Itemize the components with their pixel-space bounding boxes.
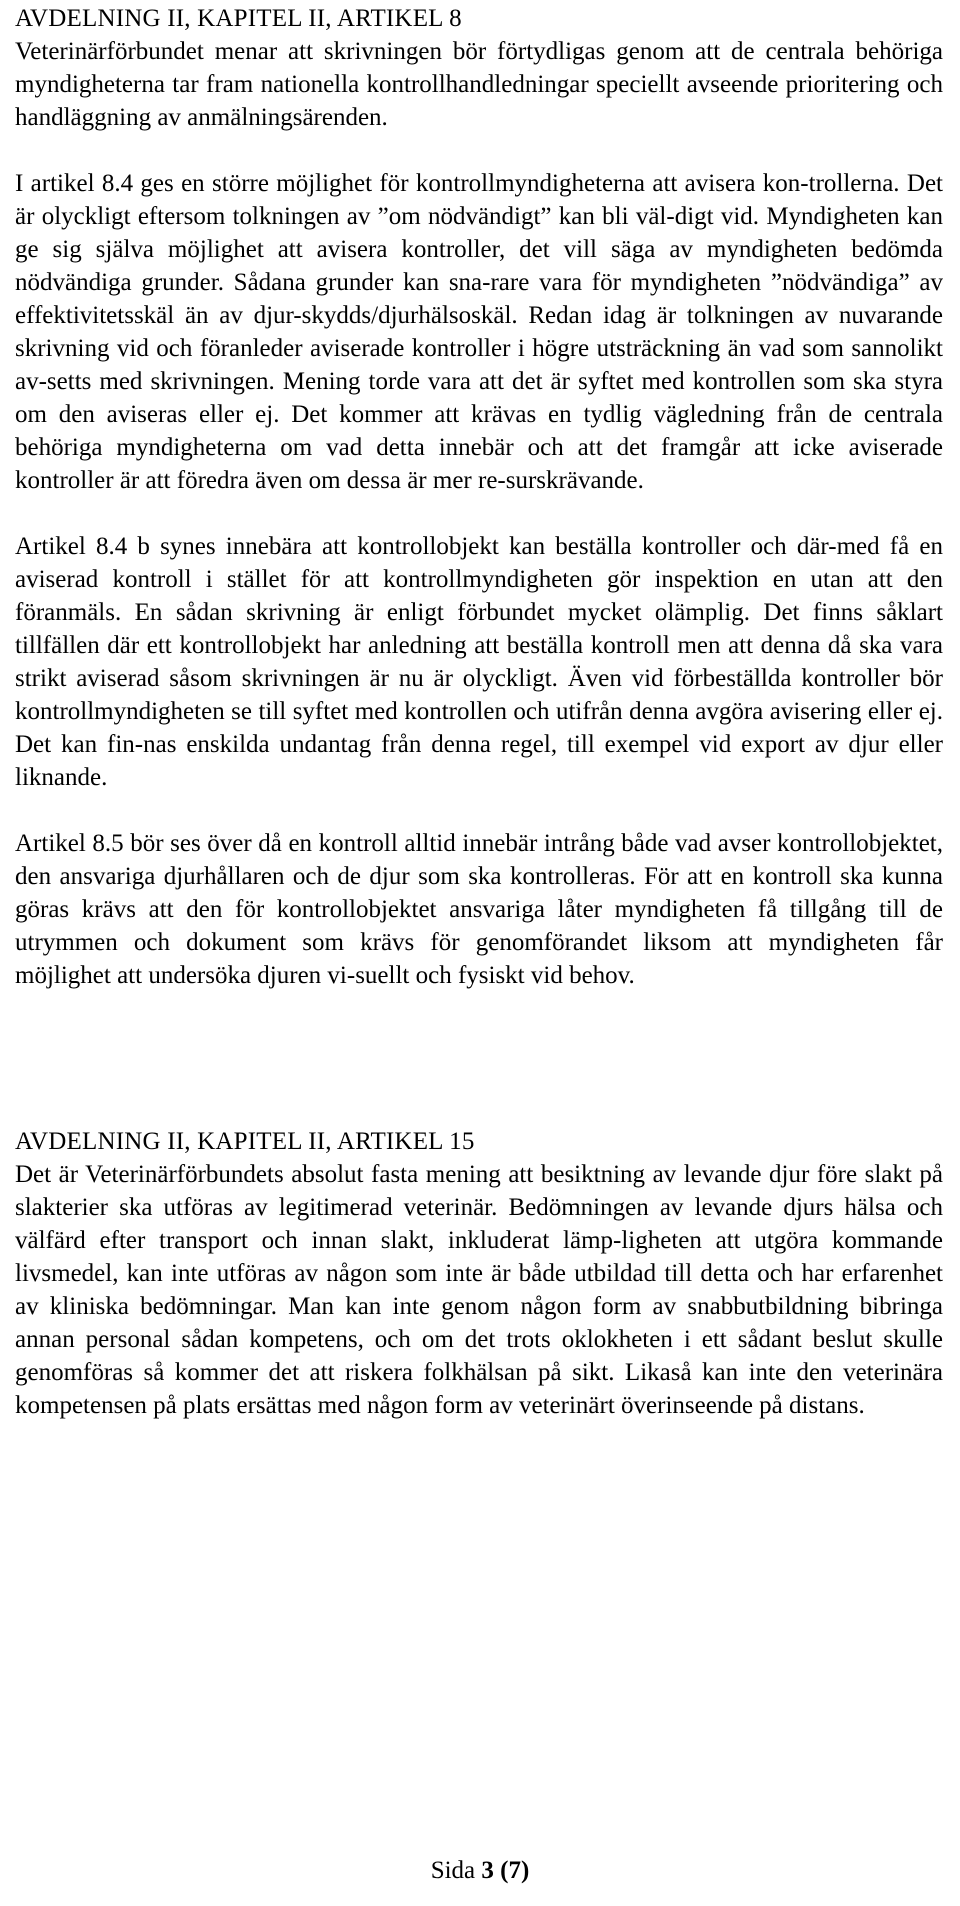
page-label: Sida bbox=[430, 1857, 482, 1884]
page-footer bbox=[0, 1854, 960, 1887]
section-spacer bbox=[15, 992, 943, 1123]
paragraph-intro-artikel-8: Veterinärförbundet menar att skrivningen bör förtydligas genom att de centrala behöriga myndigheterna tar fram nationella kontrollhandledningar speciellt avseende prioritering och handläggning av anmälningsärenden. bbox=[15, 38, 943, 131]
paragraph-artikel-8-4-b: Artikel 8.4 b synes innebära att kontrollobjekt kan beställa kontroller och där-med få en aviserad kontroll i stället för att kontrollmyndigheten gör inspektion en utan att den föranmäls. En sådan skrivning är enligt förbundet mycket olämplig. Det finns såklart tillfällen där ett kontrollobjekt har anledning att beställa kontroll men att denna då ska vara strikt aviserad såsom skrivningen är nu är olyckligt. Även vid förbeställda kontroller bör kontrollmyndigheten se till syftet med kontrollen och utifrån denna avgöra avisering eller ej. Det kan fin-nas enskilda undantag från denna regel, till exempel vid export av djur eller liknande. bbox=[15, 533, 943, 791]
paragraph-artikel-8-4: I artikel 8.4 ges en större möjlighet för kontrollmyndigheterna att avisera kon-trollerna. Det är olyckligt eftersom tolkningen av ”om nödvändigt” kan bli väl-digt vid. Myndigheten kan ge sig själva möjlighet att avisera kontroller, det vill säga av myndigheten bedömda nödvändiga grunder. Sådana grunder kan sna-rare vara för myndigheten ”nödvändiga” av effektivitetsskäl än av djur-skydds/djurhälsoskäl. Redan idag är tolkningen av nuvarande skrivning vid och föranleder aviserade kontroller i högre utsträckning än vad som sannolikt av-setts med skrivningen. Mening torde vara att det är syftet med kontrollen som ska styra om den aviseras eller ej. Det kommer att krävas en tydlig vägledning från de centrala behöriga myndigheterna om vad detta innebär och att det framgår att icke aviserade kontroller är att föredra även om dessa är mer re-surskrävande. bbox=[15, 170, 943, 494]
paragraph-artikel-8-5: Artikel 8.5 bör ses över då en kontroll alltid innebär intrång både vad avser kontrollobjektet, den ansvariga djurhållaren och de djur som ska kontrolleras. För att en kontroll ska kunna göras krävs att den för kontrollobjektet ansvariga låter myndigheten få tillgång till de utrymmen och dokument som krävs för genomförandet liksom att myndigheten får möjlighet att undersöka djuren vi-suellt och fysiskt vid behov. bbox=[15, 830, 943, 989]
paragraph-spacer bbox=[15, 497, 943, 530]
page-number: 3 bbox=[481, 1857, 494, 1884]
paragraph-artikel-15: Det är Veterinärförbundets absolut fasta mening att besiktning av levande djur före slakt på slakterier ska utföras av legitimerad veterinär. Bedömningen av levande djurs hälsa och välfärd efter transport och innan slakt, inkluderat lämp-ligheten att utgöra kommande livsmedel, kan inte utföras av någon som inte är både utbildad till detta och har erfarenhet av kliniska bedömningar. Man kan inte genom någon form av snabbutbildning bibringa annan personal sådan kompetens, och om det trots oklokheten i ett sådant beslut skulle genomföras så kommer det att riskera folkhälsan på sikt. Likaså kan inte den veterinära kompetensen på plats ersättas med någon form av veterinärt överinseende på distans. bbox=[15, 1161, 943, 1419]
document-body bbox=[15, 0, 943, 1422]
paragraph-spacer bbox=[15, 134, 943, 167]
section-heading-artikel-15: AVDELNING II, KAPITEL II, ARTIKEL 15 bbox=[15, 1128, 475, 1155]
paragraph-spacer bbox=[15, 794, 943, 827]
page-total: (7) bbox=[500, 1857, 530, 1884]
section-heading-artikel-8: AVDELNING II, KAPITEL II, ARTIKEL 8 bbox=[15, 5, 462, 32]
